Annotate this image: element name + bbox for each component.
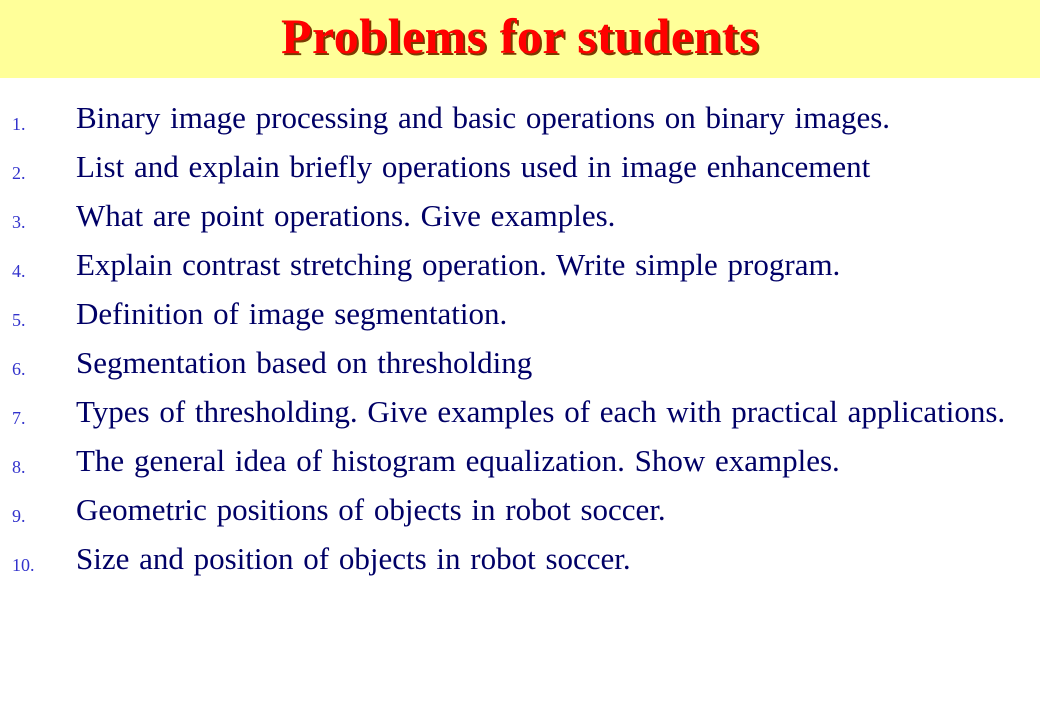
list-item-number: 8.	[12, 457, 26, 477]
list-item-text: List and explain briefly operations used in image enhancement	[76, 149, 871, 184]
list-item-text: Explain contrast stretching operation. Write simple program.	[76, 247, 841, 282]
list-item	[0, 394, 1040, 430]
list-item	[0, 247, 1040, 283]
list-item	[0, 492, 1040, 528]
list-item	[0, 541, 1040, 577]
list-item	[0, 198, 1040, 234]
list-item-number: 9.	[12, 506, 26, 526]
list-item-text: Segmentation based on thresholding	[76, 345, 533, 380]
list-item-text: Size and position of objects in robot soccer.	[76, 541, 631, 576]
list-item-text: The general idea of histogram equalization. Show examples.	[76, 443, 840, 478]
list-item-number: 7.	[12, 408, 26, 428]
list-item-number: 4.	[12, 261, 26, 281]
list-item	[0, 296, 1040, 332]
problem-list	[0, 100, 1040, 590]
list-item-number: 10.	[12, 555, 35, 575]
list-item-number: 2.	[12, 163, 26, 183]
list-item	[0, 149, 1040, 185]
list-item-text: Binary image processing and basic operations on binary images.	[76, 100, 891, 135]
list-item-number: 6.	[12, 359, 26, 379]
slide-title: Problems for students	[280, 8, 760, 64]
list-item-number: 3.	[12, 212, 26, 232]
list-item-text: Types of thresholding. Give examples of each with practical applications.	[76, 394, 1006, 429]
list-item-text: What are point operations. Give examples.	[76, 198, 616, 233]
list-item	[0, 443, 1040, 479]
list-item	[0, 345, 1040, 381]
list-item-number: 1.	[12, 114, 26, 134]
list-item-text: Geometric positions of objects in robot soccer.	[76, 492, 666, 527]
list-item-text: Definition of image segmentation.	[76, 296, 508, 331]
list-item-number: 5.	[12, 310, 26, 330]
list-item	[0, 100, 1040, 136]
